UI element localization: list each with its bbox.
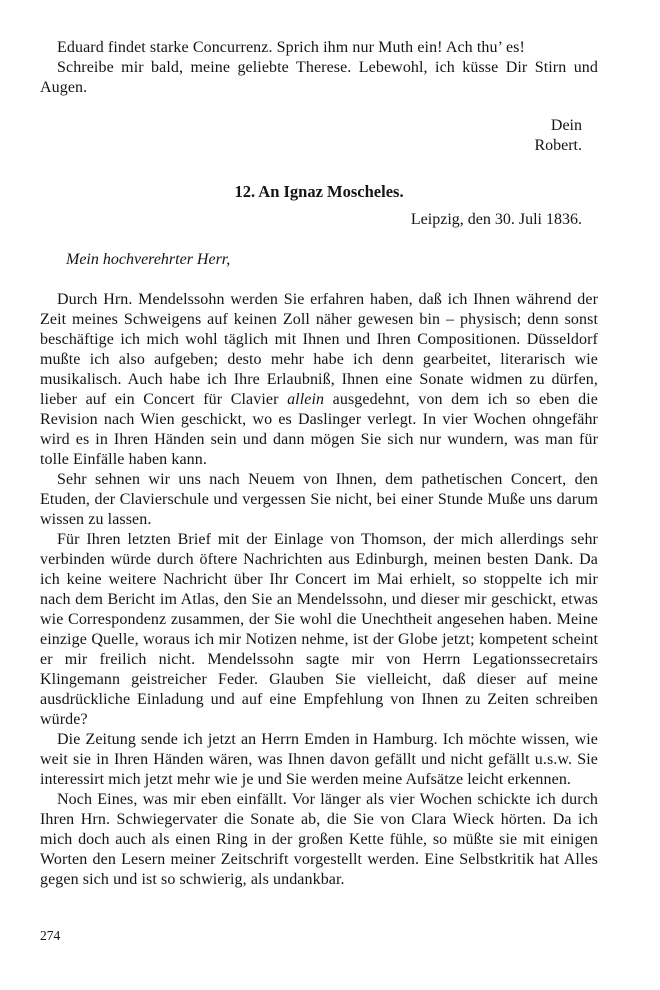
- signature-line-robert: Robert.: [534, 137, 582, 154]
- letter-paragraph-3: Für Ihren letzten Brief mit der Einlage von Thomson, der mich allerdings sehr verbinden würde durch öftere Nachrichten aus Edinburgh, meinen besten Dank. Da ich keine weitere Nachricht über Ihr Concert im Mai erhielt, so stoppelte ich mir nach dem Bericht im Atlas, den Sie an Mendelssohn, und dieser mir geschickt, etwas wie Correspondenz zusammen, der Sie wohl die Unechtheit angesehen haben. Meine einzige Quelle, woraus ich mir Notizen nehme, ist der Globe jetzt; kompetent scheint er mir freilich nicht. Mendelssohn sagte mir von Herrn Legationssecretairs Klingemann geistreicher Feder. Glauben Sie vielleicht, daß dieser auf meine ausdrückliche Einladung und auf eine Empfehlung von Ihnen zu Zeiten schreiben würde?: [40, 531, 598, 728]
- letter-dateline: Leipzig, den 30. Juli 1836.: [410, 211, 582, 228]
- closing-paragraph-2: Schreibe mir bald, meine geliebte Therese. Lebewohl, ich küsse Dir Stirn und Augen.: [40, 59, 598, 96]
- signature-block: [40, 116, 598, 156]
- signature-line-dein: Dein: [550, 117, 582, 134]
- letter-paragraph-4: Die Zeitung sende ich jetzt an Herrn Emden in Hamburg. Ich möchte wissen, wie weit sie in Ihren Händen wären, was Ihnen davon gefällt und nicht gefällt u.s.w. Sie interessirt mich jetzt mehr wie je und Sie werden meine Aufsätze leicht erkennen.: [40, 731, 598, 788]
- closing-paragraph-1: Eduard findet starke Concurrenz. Sprich ihm nur Muth ein! Ach thu’ es!: [57, 39, 525, 56]
- emphasis-allein: allein: [287, 391, 325, 408]
- letter-paragraph-2: Sehr sehnen wir uns nach Neuem von Ihnen, dem pathetischen Concert, den Etuden, der Clavierschule und vergessen Sie nicht, bei einer Stunde Muße uns darum wissen zu lassen.: [40, 471, 598, 528]
- letter-heading: 12. An Ignaz Moscheles.: [234, 182, 404, 201]
- letter-paragraph-1: [40, 290, 598, 470]
- paragraph-1-text-after: ausgedehnt, von dem ich so eben die Revision nach Wien geschickt, wo es Daslinger verlegt. In vier Wochen ohngefähr wird es in Ihren Händen sein und dann mögen Sie sich nur wundern, was man für tolle Einfälle haben kann.: [40, 391, 598, 468]
- letter-paragraph-5: Noch Eines, was mir eben einfällt. Vor länger als vier Wochen schickte ich durch Ihren Hrn. Schwiegervater die Sonate ab, die Sie von Clara Wieck hörten. Da ich mich doch auch als einen Ring in der großen Kette fühle, so müßte sie mit einigen Worten den Lesern meiner Zeitschrift vorgestellt werden. Eine Selbstkritik hat Alles gegen sich und ist so schwierig, als undankbar.: [40, 791, 598, 888]
- paragraph-1-text-before: Durch Hrn. Mendelssohn werden Sie erfahren haben, daß ich Ihnen während der Zeit meines Schweigens auf keinen Zoll näher gewesen bin – physisch; denn sonst beschäftige ich mich wohl täglich mit Ihnen und Ihren Compositionen. Düsseldorf mußte ich also aufgeben; desto mehr habe ich denn gearbeitet, literarisch wie musikalisch. Auch habe ich Ihre Erlaubniß, Ihnen eine Sonate widmen zu dürfen, lieber auf ein Concert für Clavier: [40, 291, 598, 408]
- letter-salutation: Mein hochverehrter Herr,: [66, 251, 231, 268]
- page-number: 274: [40, 928, 61, 943]
